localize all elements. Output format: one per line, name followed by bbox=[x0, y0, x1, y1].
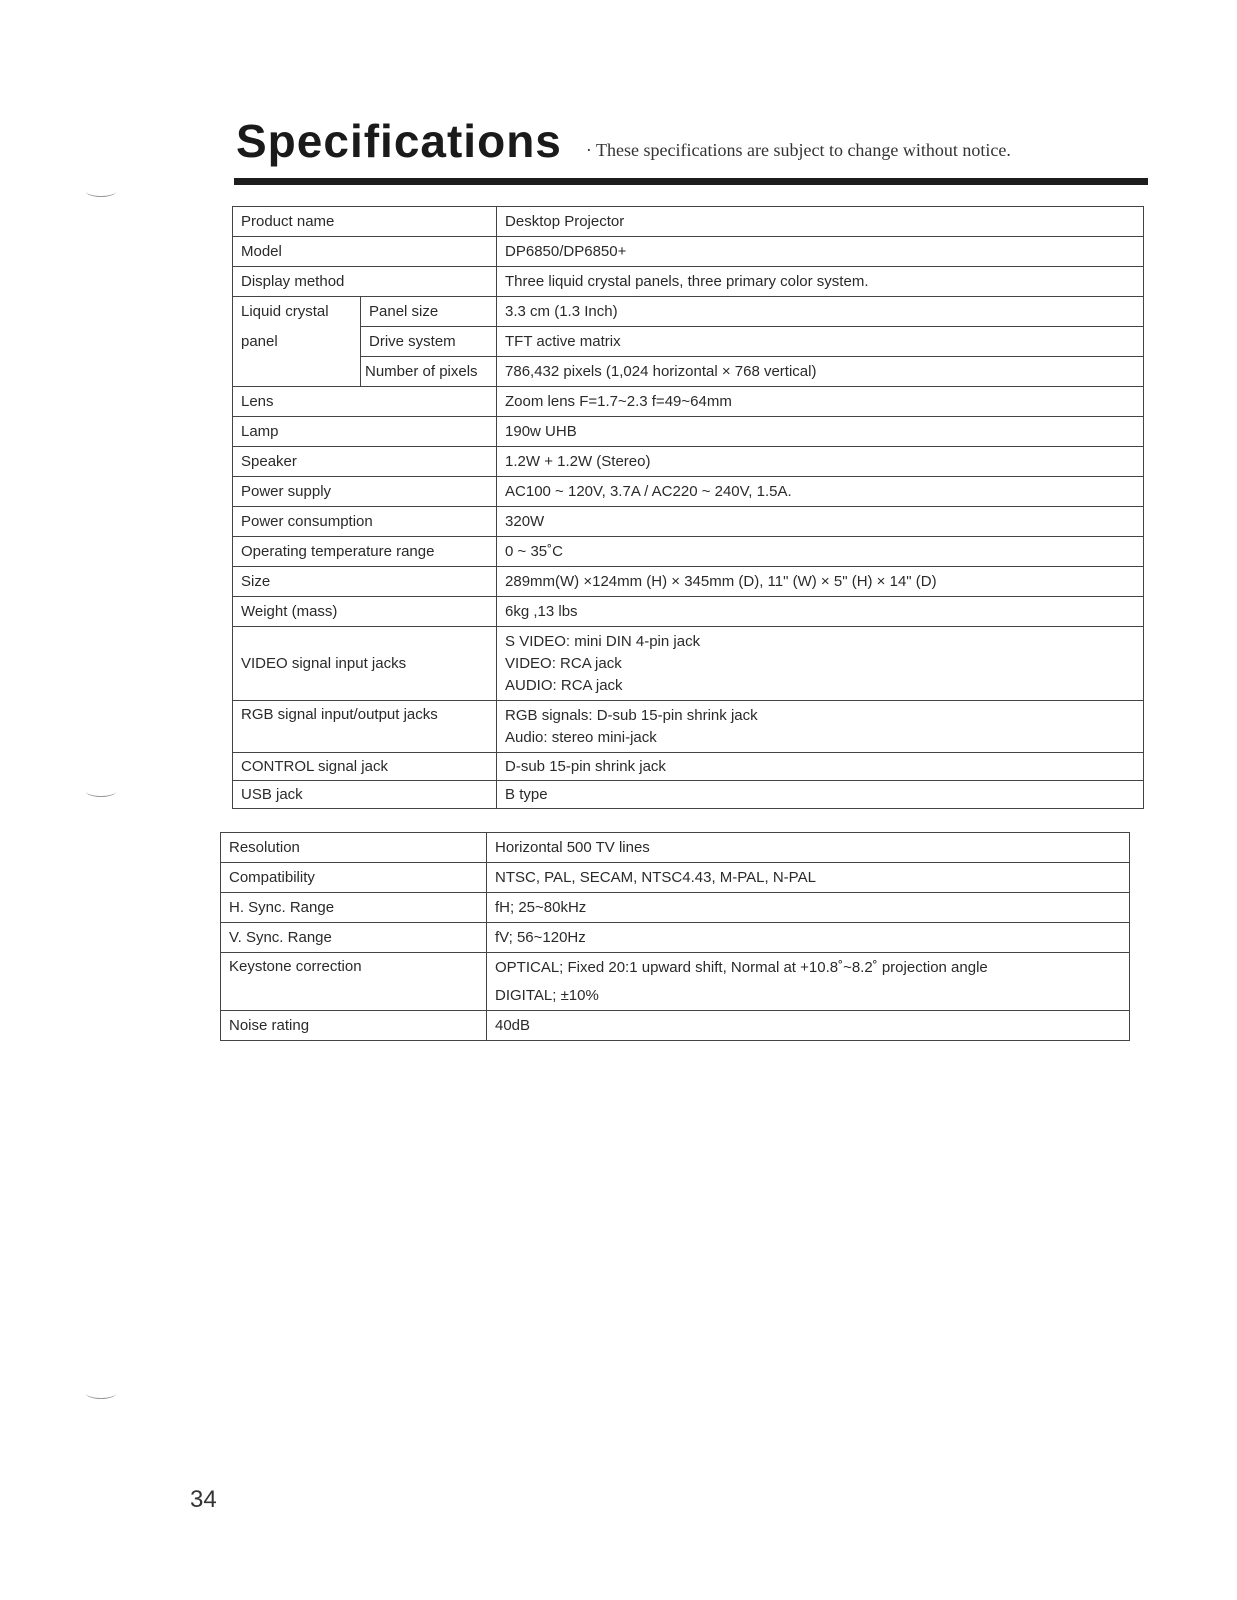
value-line: Audio: stereo mini-jack bbox=[505, 728, 657, 746]
table-row bbox=[233, 753, 1144, 781]
row-value: B type bbox=[497, 781, 1144, 809]
row-sublabel: Number of pixels bbox=[361, 357, 497, 387]
table-row bbox=[233, 781, 1144, 809]
value-line: DIGITAL; ±10% bbox=[495, 986, 599, 1004]
row-value: 3.3 cm (1.3 Inch) bbox=[497, 297, 1144, 327]
value-line: AUDIO: RCA jack bbox=[505, 676, 623, 694]
value-line: S VIDEO: mini DIN 4-pin jack bbox=[505, 632, 701, 650]
table-row bbox=[233, 267, 1144, 297]
value-line: OPTICAL; Fixed 20:1 upward shift, Normal at +10.8˚~8.2˚ projection angle bbox=[495, 958, 988, 976]
row-label: H. Sync. Range bbox=[221, 893, 487, 923]
row-label: Compatibility bbox=[221, 863, 487, 893]
row-value: TFT active matrix bbox=[497, 327, 1144, 357]
specifications-table bbox=[232, 206, 1144, 809]
table-row bbox=[233, 597, 1144, 627]
punch-hole-mark bbox=[86, 1388, 116, 1399]
table-row bbox=[233, 417, 1144, 447]
table-row bbox=[233, 237, 1144, 267]
row-sublabel: Panel size bbox=[361, 297, 497, 327]
table-row bbox=[221, 923, 1130, 953]
row-label: Size bbox=[233, 567, 497, 597]
value-line: VIDEO: RCA jack bbox=[505, 654, 622, 672]
row-label: VIDEO signal input jacks bbox=[233, 627, 497, 701]
table-row bbox=[233, 327, 1144, 357]
table-row bbox=[221, 833, 1130, 863]
page-subtitle: · These specifications are subject to change without notice. bbox=[585, 140, 1011, 160]
value-line: RGB signals: D-sub 15-pin shrink jack bbox=[505, 706, 758, 724]
table-row bbox=[221, 863, 1130, 893]
row-value: 0 ~ 35˚C bbox=[497, 537, 1144, 567]
table-row bbox=[221, 953, 1130, 1011]
page-header bbox=[236, 115, 1148, 167]
row-label: Power supply bbox=[233, 477, 497, 507]
page-title: Specifications bbox=[236, 115, 562, 167]
row-value: D-sub 15-pin shrink jack bbox=[497, 753, 1144, 781]
table-row bbox=[233, 507, 1144, 537]
row-value: 786,432 pixels (1,024 horizontal × 768 vertical) bbox=[497, 357, 1144, 387]
lcd-panel-label bbox=[233, 297, 361, 387]
row-label: Keystone correction bbox=[221, 953, 487, 1011]
lcd-label-line: Liquid crystal bbox=[241, 303, 329, 320]
row-label: Resolution bbox=[221, 833, 487, 863]
row-value: fV; 56~120Hz bbox=[487, 923, 1130, 953]
table-row bbox=[233, 701, 1144, 753]
header-rule bbox=[234, 178, 1148, 185]
row-label: Product name bbox=[233, 207, 497, 237]
row-value: Horizontal 500 TV lines bbox=[487, 833, 1130, 863]
table-row bbox=[233, 537, 1144, 567]
performance-table bbox=[220, 832, 1130, 1041]
row-value bbox=[497, 701, 1144, 753]
row-value: NTSC, PAL, SECAM, NTSC4.43, M-PAL, N-PAL bbox=[487, 863, 1130, 893]
row-value: Zoom lens F=1.7~2.3 f=49~64mm bbox=[497, 387, 1144, 417]
table-row bbox=[233, 207, 1144, 237]
table-row bbox=[221, 893, 1130, 923]
punch-hole-mark bbox=[86, 186, 116, 197]
row-value: Three liquid crystal panels, three primary color system. bbox=[497, 267, 1144, 297]
row-label: Power consumption bbox=[233, 507, 497, 537]
table-row bbox=[233, 387, 1144, 417]
row-value: 40dB bbox=[487, 1011, 1130, 1041]
row-label: Weight (mass) bbox=[233, 597, 497, 627]
row-value: 1.2W + 1.2W (Stereo) bbox=[497, 447, 1144, 477]
page-number: 34 bbox=[190, 1486, 217, 1513]
row-label: Lens bbox=[233, 387, 497, 417]
row-label: Speaker bbox=[233, 447, 497, 477]
row-value bbox=[487, 953, 1130, 1011]
row-value: 289mm(W) ×124mm (H) × 345mm (D), 11" (W) × 5" (H) × 14" (D) bbox=[497, 567, 1144, 597]
row-label: RGB signal input/output jacks bbox=[233, 701, 497, 753]
table-row bbox=[233, 477, 1144, 507]
row-value: 6kg ,13 lbs bbox=[497, 597, 1144, 627]
row-label: Operating temperature range bbox=[233, 537, 497, 567]
row-label: USB jack bbox=[233, 781, 497, 809]
row-value: fH; 25~80kHz bbox=[487, 893, 1130, 923]
table-row bbox=[221, 1011, 1130, 1041]
row-value: 190w UHB bbox=[497, 417, 1144, 447]
row-label: Model bbox=[233, 237, 497, 267]
row-label: Noise rating bbox=[221, 1011, 487, 1041]
row-label: Display method bbox=[233, 267, 497, 297]
row-value: DP6850/DP6850+ bbox=[497, 237, 1144, 267]
punch-hole-mark bbox=[86, 786, 116, 797]
table-row bbox=[233, 567, 1144, 597]
lcd-label-line: panel bbox=[241, 333, 278, 350]
row-label: V. Sync. Range bbox=[221, 923, 487, 953]
table-row bbox=[233, 447, 1144, 477]
row-value bbox=[497, 627, 1144, 701]
row-label: Lamp bbox=[233, 417, 497, 447]
table-row bbox=[233, 297, 1144, 327]
row-value: 320W bbox=[497, 507, 1144, 537]
row-value: AC100 ~ 120V, 3.7A / AC220 ~ 240V, 1.5A. bbox=[497, 477, 1144, 507]
row-sublabel: Drive system bbox=[361, 327, 497, 357]
table-row bbox=[233, 357, 1144, 387]
row-label: CONTROL signal jack bbox=[233, 753, 497, 781]
row-value: Desktop Projector bbox=[497, 207, 1144, 237]
table-row bbox=[233, 627, 1144, 701]
